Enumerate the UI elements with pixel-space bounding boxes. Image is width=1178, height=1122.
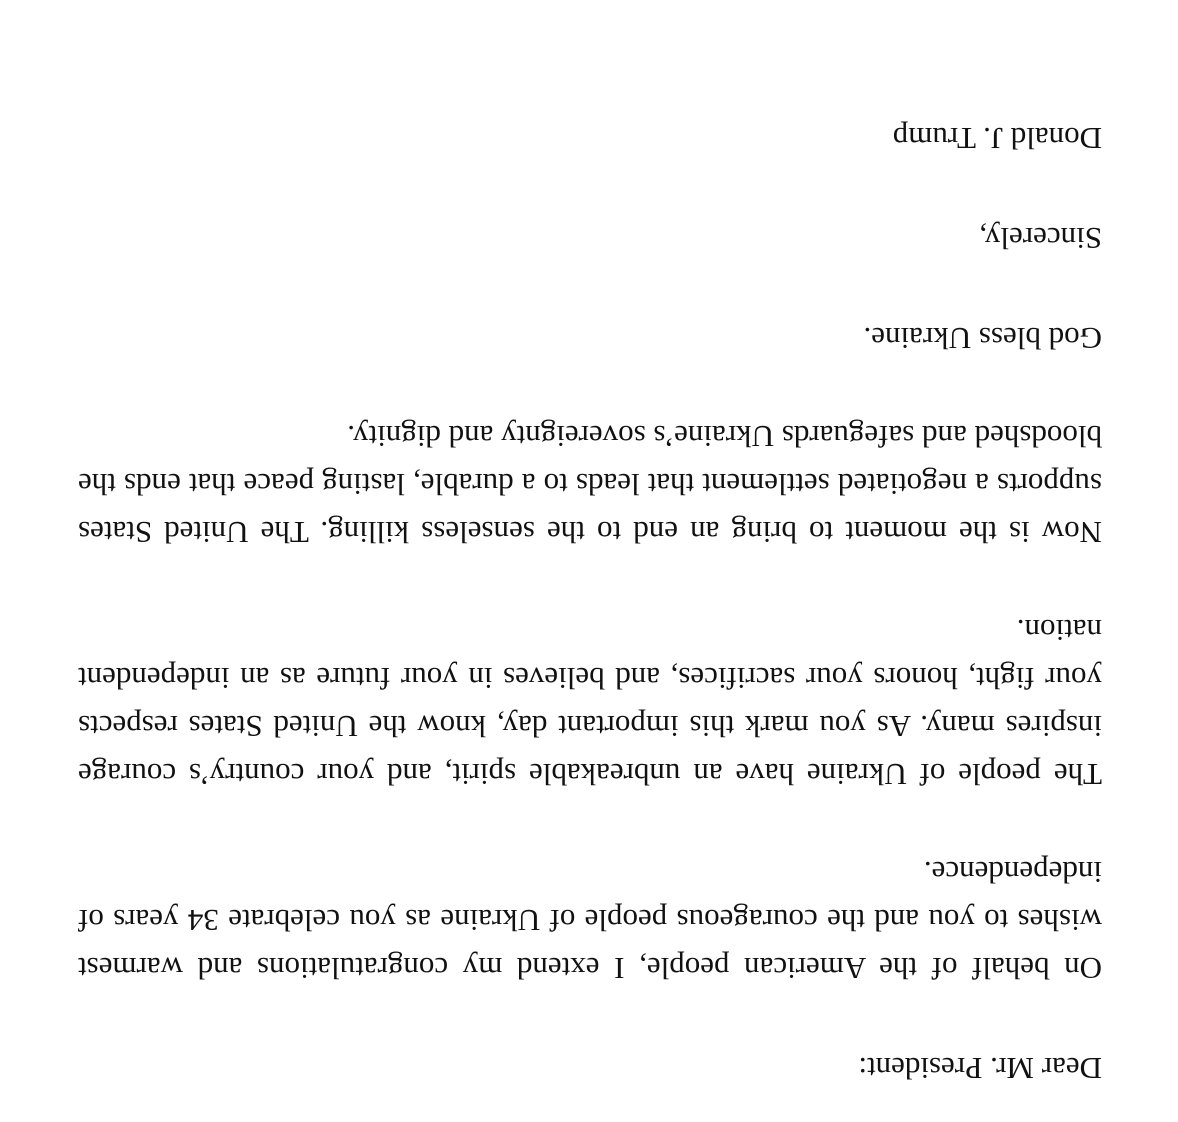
letter-body bbox=[78, 114, 1102, 1092]
signature: Donald J. Trump bbox=[892, 121, 1102, 156]
salutation: Dear Mr. President: bbox=[858, 1051, 1102, 1086]
blessing: God bless Ukraine. bbox=[863, 321, 1102, 356]
paragraph-2: The people of Ukraine have an unbreakable spirit, and your country’s courage inspires many. As you mark this important day, know the United States respects your fight, honors your sacrifices, and believes in your future as an independent nation. bbox=[78, 613, 1102, 792]
paragraph-1: On behalf of the American people, I extend my congratulations and warmest wishes to you and the courageous people of Ukraine as you celebrate 34 years of independence. bbox=[78, 855, 1102, 986]
closing: Sincerely, bbox=[979, 221, 1102, 256]
paragraph-3: Now is the moment to bring an end to the senseless killing. The United States supports a negotiated settlement that leads to a durable, lasting peace that ends the bloodshed and safeguards Ukraine’s sovereignty and dignity. bbox=[78, 419, 1102, 550]
